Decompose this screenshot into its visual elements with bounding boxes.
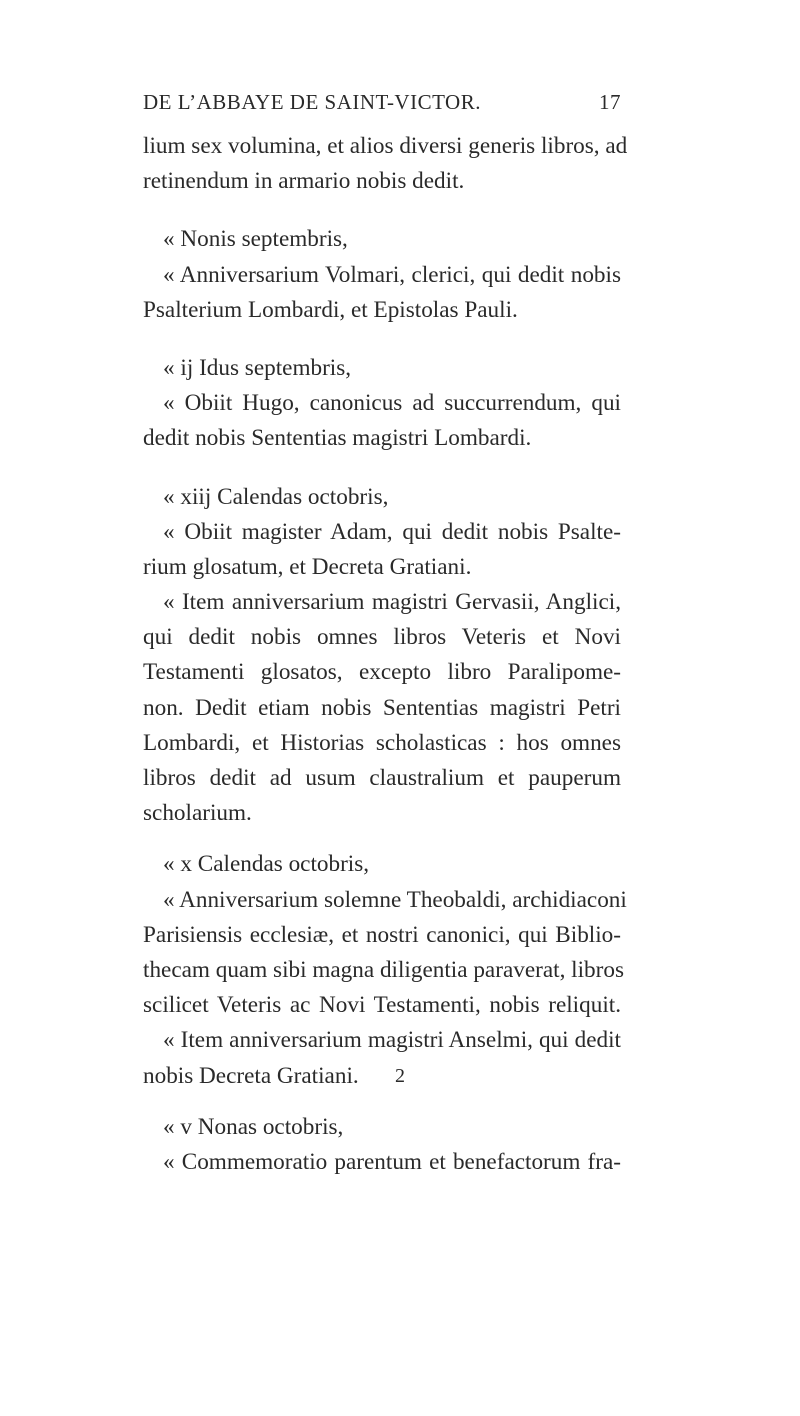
text-line: « Anniversarium solemne Theobaldi, archidiaconi: [163, 886, 627, 913]
text-line: qui dedit nobis omnes libros Veteris et Novi: [143, 624, 621, 651]
text-line: non. Dedit etiam nobis Sententias magistri Petri: [143, 694, 621, 721]
text-line: « Anniversarium Volmari, clerici, qui dedit nobis: [163, 261, 621, 288]
text-line: « Obiit magister Adam, qui dedit nobis Psalte-: [163, 518, 621, 545]
text-line: « ij Idus septembris,: [163, 354, 352, 381]
text-line: « Commemoratio parentum et benefactorum fra-: [163, 1148, 621, 1175]
text-line: Lombardi, et Historias scholasticas : hos omnes: [143, 729, 621, 756]
text-line: nobis Decreta Gratiani.: [143, 1062, 359, 1089]
text-line: « x Calendas octobris,: [163, 851, 370, 878]
text-line: libros dedit ad usum claustralium et pauperum: [143, 765, 621, 791]
text-line: « xiij Calendas octobris,: [163, 483, 389, 510]
text-line: Parisiensis ecclesiæ, et nostri canonici, qui Biblio-: [143, 921, 621, 948]
text-line: Testamenti glosatos, excepto libro Paralipome-: [143, 659, 621, 686]
text-line: « Item anniversarium magistri Anselmi, qui dedit: [163, 1027, 621, 1054]
page-number: 17: [599, 90, 621, 114]
signature-mark: 2: [395, 1065, 405, 1087]
text-line: scilicet Veteris ac Novi Testamenti, nobis reliquit.: [143, 992, 621, 1019]
running-title: DE L’ABBAYE DE SAINT-VICTOR.: [143, 90, 481, 114]
body-text: [143, 129, 628, 1180]
text-line: lium sex volumina, et alios diversi generis libros, ad: [143, 133, 628, 159]
text-line: « v Nonas octobris,: [163, 1113, 344, 1140]
text-line: Psalterium Lombardi, et Epistolas Pauli.: [143, 296, 518, 323]
running-head: [143, 90, 621, 118]
text-line: « Item anniversarium magistri Gervasii, Anglici,: [163, 589, 621, 616]
text-line: scholarium.: [143, 800, 252, 827]
text-line: « Nonis septembris,: [163, 226, 348, 253]
text-line: « Obiit Hugo, canonicus ad succurrendum, qui: [163, 390, 621, 417]
text-line: retinendum in armario nobis dedit.: [143, 168, 465, 195]
text-line: dedit nobis Sententias magistri Lombardi.: [143, 425, 532, 452]
text-line: rium glosatum, et Decreta Gratiani.: [143, 553, 472, 580]
text-line: thecam quam sibi magna diligentia paraverat, libros: [143, 956, 624, 983]
